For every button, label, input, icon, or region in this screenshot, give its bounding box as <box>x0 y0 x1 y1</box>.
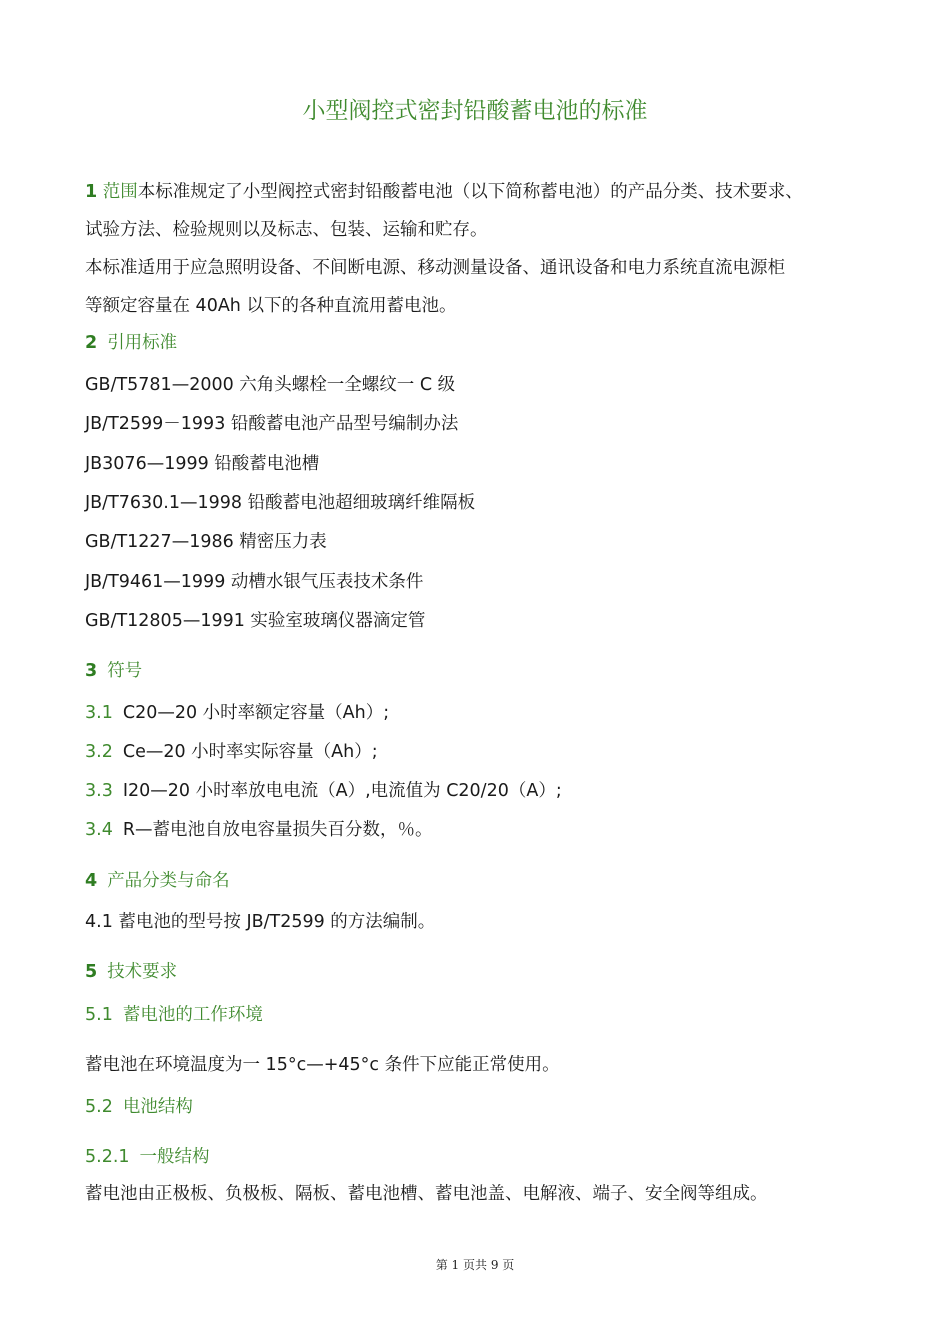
reference-item: JB/T9461—1999 动槽水银气压表技术条件 <box>85 572 424 592</box>
section-5-2-1-text: 蓄电池由正极板、负极板、隔板、蓄电池槽、蓄电池盖、电解液、端子、安全阀等组成。 <box>85 1184 768 1204</box>
symbol-item <box>85 818 870 842</box>
section-5-heading: 技术要求 <box>107 962 178 982</box>
symbol-text: R—蓄电池自放电容量损失百分数，％。 <box>122 820 433 840</box>
section-5-1-number: 5.1 <box>85 1005 113 1025</box>
section-1-text-d: 等额定容量在 40Ah 以下的各种直流用蓄电池。 <box>85 296 457 316</box>
section-3-header <box>85 659 870 683</box>
section-1-number: 1 <box>85 182 98 202</box>
section-5-2-1-number: 5.2.1 <box>85 1147 130 1167</box>
symbol-number: 3.1 <box>85 703 113 723</box>
section-1-heading: 范围 <box>102 182 138 202</box>
symbol-text: Ce—20 小时率实际容量（Ah）; <box>122 742 378 762</box>
reference-item: JB3076—1999 铅酸蓄电池槽 <box>85 454 320 474</box>
section-1-text-b: 试验方法、检验规则以及标志、包装、运输和贮存。 <box>85 220 488 240</box>
symbol-number: 3.4 <box>85 820 113 840</box>
section-4-number: 4 <box>85 871 98 891</box>
section-5-2-number: 5.2 <box>85 1097 113 1117</box>
symbol-number: 3.3 <box>85 781 113 801</box>
symbol-item <box>85 740 870 764</box>
section-5-2-1-heading: 一般结构 <box>139 1147 210 1167</box>
section-3-heading: 符号 <box>107 661 143 681</box>
section-5-1-heading: 蓄电池的工作环境 <box>122 1005 263 1025</box>
section-5-2-1-header <box>85 1145 870 1169</box>
section-5-header <box>85 960 870 984</box>
section-1-text-c: 本标准适用于应急照明设备、不间断电源、移动测量设备、通讯设备和电力系统直流电源柜 <box>85 258 785 278</box>
section-1-line-1 <box>85 180 870 204</box>
section-5-1-header <box>85 1003 870 1027</box>
symbol-text: C20—20 小时率额定容量（Ah）; <box>122 703 390 723</box>
section-5-2-header <box>85 1095 870 1119</box>
symbol-number: 3.2 <box>85 742 113 762</box>
symbol-item <box>85 779 870 803</box>
section-2-heading: 引用标准 <box>107 333 178 353</box>
reference-item: JB/T2599－1993 铅酸蓄电池产品型号编制办法 <box>85 414 459 434</box>
section-4-heading: 产品分类与命名 <box>107 871 230 891</box>
section-2-header <box>85 331 870 355</box>
section-2-number: 2 <box>85 333 98 353</box>
section-5-2-heading: 电池结构 <box>122 1097 193 1117</box>
symbol-text: I20—20 小时率放电电流（A）,电流值为 C20/20（A）; <box>122 781 562 801</box>
symbol-item <box>85 701 870 725</box>
page-footer: 第 1 页共 9 页 <box>435 1258 515 1272</box>
section-5-1-text: 蓄电池在环境温度为一 15°c—+45°c 条件下应能正常使用。 <box>85 1055 560 1075</box>
section-5-number: 5 <box>85 962 98 982</box>
section-3-number: 3 <box>85 661 98 681</box>
section-4-header <box>85 869 870 893</box>
document-title: 小型阀控式密封铅酸蓄电池的标准 <box>302 98 648 124</box>
reference-item: GB/T5781—2000 六角头螺栓一全螺纹一 C 级 <box>85 375 456 395</box>
reference-item: GB/T1227—1986 精密压力表 <box>85 532 327 552</box>
reference-item: JB/T7630.1—1998 铅酸蓄电池超细玻璃纤维隔板 <box>85 493 476 513</box>
section-4-1-text: 4.1 蓄电池的型号按 JB/T2599 的方法编制。 <box>85 912 436 932</box>
reference-item: GB/T12805—1991 实验室玻璃仪器滴定管 <box>85 611 426 631</box>
section-1-text-a: 本标准规定了小型阀控式密封铅酸蓄电池（以下简称蓄电池）的产品分类、技术要求、 <box>137 182 803 202</box>
